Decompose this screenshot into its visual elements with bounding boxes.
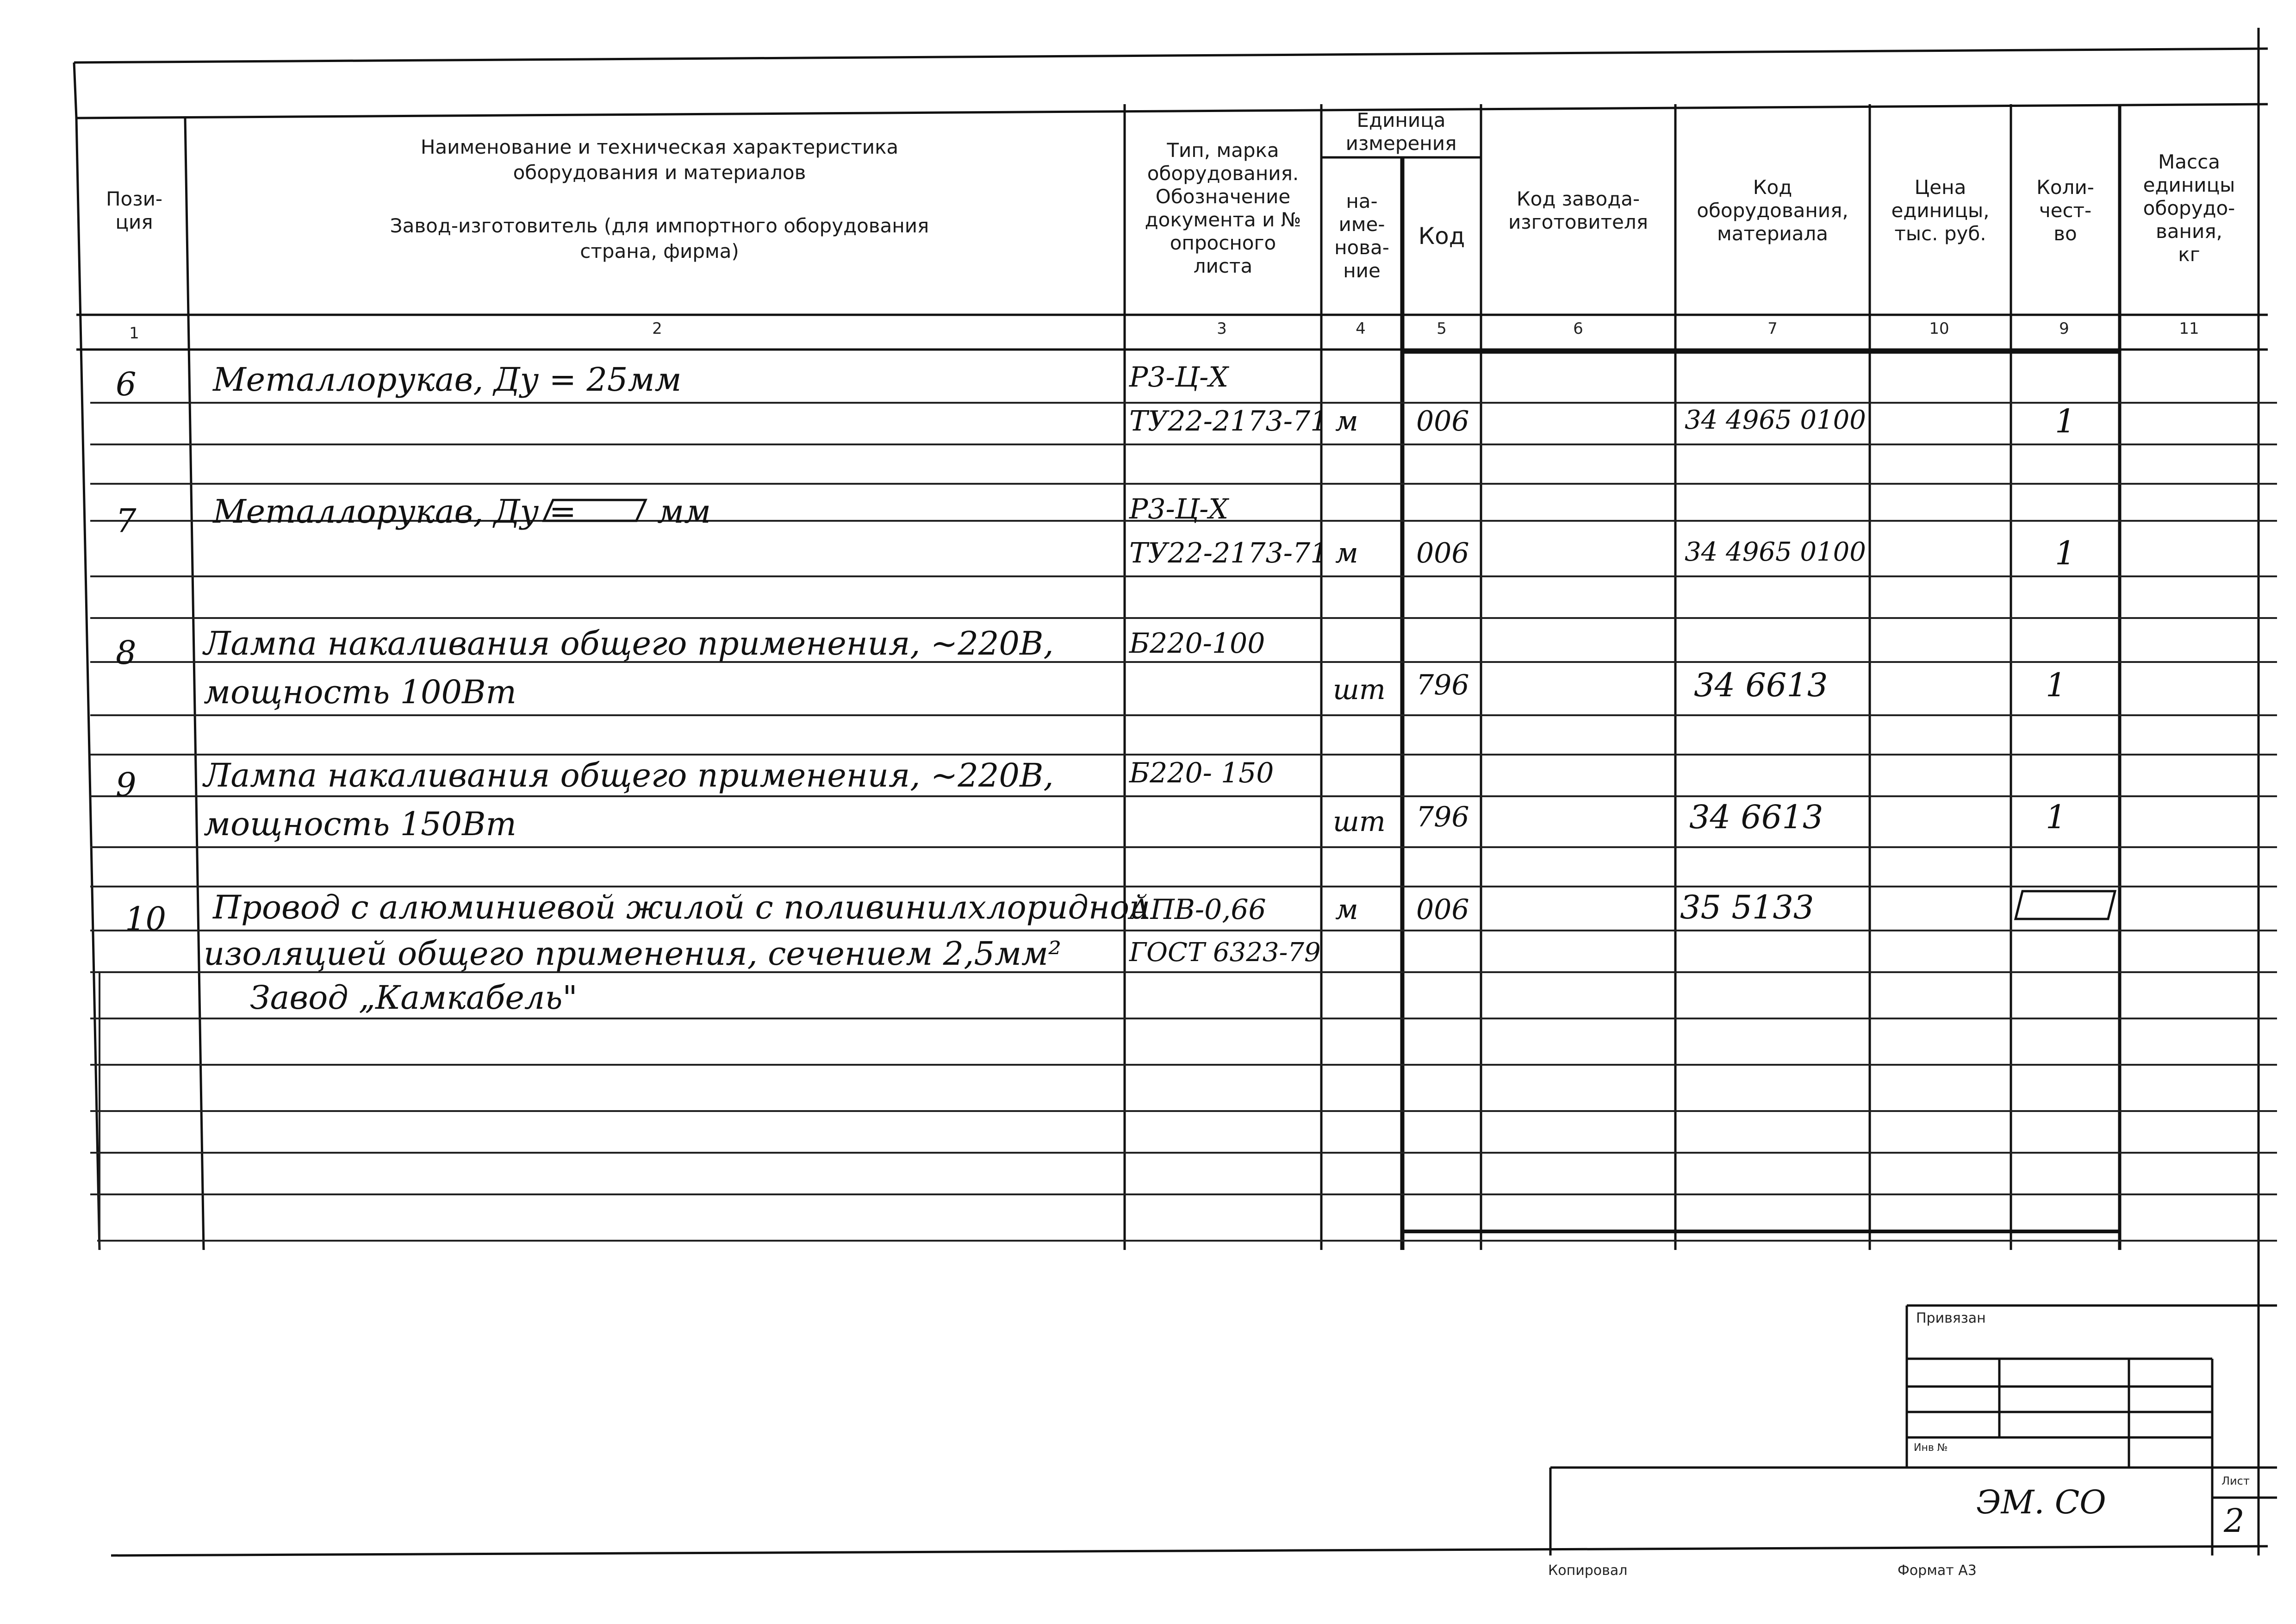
row10-mat-code: 35 5133 (1680, 888, 1814, 926)
footer-format: Формат А3 (1898, 1562, 1977, 1579)
row8-qty: 1 (2046, 666, 2066, 704)
row6-name: Металлорукав, Ду = 25мм (213, 361, 682, 399)
header-price: Цена единицы, тыс. руб. (1891, 176, 1990, 245)
row9-qty: 1 (2046, 798, 2066, 836)
row6-pos: 6 (116, 365, 137, 403)
header-position: Пози- ция (106, 187, 163, 233)
colnum-7: 7 (1767, 319, 1778, 338)
colnum-5: 5 (1437, 319, 1447, 338)
header-name-line3: Завод-изготовитель (для импортного оборудования (390, 214, 929, 237)
header-unit-name: на- име- нова- ние (1334, 190, 1389, 282)
row8-unit: шт (1333, 674, 1386, 706)
header-factory-code: Код завода- изготовителя (1508, 187, 1649, 233)
row10-type1: АПВ-0,66 (1129, 893, 1266, 926)
stamp-sheet-label: Лист (2221, 1474, 2250, 1487)
row7-code: 006 (1416, 537, 1469, 569)
row9-code: 796 (1416, 801, 1469, 833)
row7-name-suffix: мм (657, 493, 711, 531)
header-unit-group: Единица измерения (1345, 109, 1457, 155)
stamp-sheet-no: 2 (2224, 1502, 2245, 1540)
colnum-2: 2 (652, 319, 662, 338)
row9-type1: Б220- 150 (1129, 757, 1274, 789)
stamp-doc-code: ЭМ. СО (1976, 1483, 2106, 1521)
row10-name3: Завод „Камкабель" (250, 979, 578, 1017)
header-unit-code: Код (1418, 223, 1465, 250)
row7-type1: Р3-Ц-Х (1129, 493, 1229, 525)
header-type: Тип, марка оборудования. Обозначение документа и № опросного листа (1145, 139, 1301, 277)
row7-type2: ТУ22-2173-71 (1129, 537, 1328, 569)
row9-name2: мощность 150Вт (204, 805, 516, 843)
row7-mat-code: 34 4965 0100 (1685, 537, 1866, 567)
row9-mat-code: 34 6613 (1689, 798, 1823, 836)
footer-copied: Копировал (1548, 1562, 1628, 1579)
header-mass: Масса единицы оборудо- вания, кг (2143, 150, 2235, 266)
row7-pos: 7 (116, 502, 137, 540)
row10-pos: 10 (125, 900, 167, 938)
row7-qty: 1 (2055, 534, 2076, 572)
row9-unit: шт (1333, 806, 1386, 838)
row10-code: 006 (1416, 893, 1469, 926)
row6-type2: ТУ22-2173-71 (1129, 405, 1328, 437)
stamp-inv-no: Инв № (1914, 1442, 1948, 1454)
row6-code: 006 (1416, 405, 1469, 437)
header-name-line4: страна, фирма) (580, 239, 739, 262)
header-name-line1: Наименование и техническая характеристика (420, 135, 899, 158)
row6-mat-code: 34 4965 0100 (1685, 405, 1866, 435)
colnum-1: 1 (129, 324, 139, 343)
row8-name: Лампа накаливания общего применения, ~220В, (204, 625, 1054, 662)
row7-unit: м (1335, 537, 1358, 569)
row10-name2: изоляцией общего применения, сечением 2,5мм² (204, 935, 1062, 973)
row6-unit: м (1335, 405, 1358, 437)
colnum-9: 9 (2059, 319, 2069, 338)
row7-name: Металлорукав, Ду = (213, 493, 577, 531)
row8-code: 796 (1416, 669, 1469, 701)
row10-name: Провод с алюминиевой жилой с поливинилхлоридной (213, 888, 1151, 926)
colnum-6: 6 (1573, 319, 1583, 338)
colnum-4: 4 (1356, 319, 1366, 338)
stamp-privyazan: Привязан (1916, 1310, 1986, 1326)
colnum-10: 10 (1929, 319, 1949, 338)
colnum-3: 3 (1217, 319, 1227, 338)
row10-type2: ГОСТ 6323-79 (1129, 937, 1321, 968)
header-name-line2: оборудования и материалов (513, 161, 806, 184)
row9-name: Лампа накаливания общего применения, ~220В, (204, 756, 1054, 794)
header-material-code: Код оборудования, материала (1697, 176, 1848, 245)
row8-name2: мощность 100Вт (204, 673, 516, 711)
row6-qty: 1 (2055, 402, 2076, 440)
header-qty: Коли- чест- во (2036, 176, 2094, 245)
row9-pos: 9 (116, 766, 137, 804)
colnum-11: 11 (2179, 319, 2199, 338)
row8-mat-code: 34 6613 (1694, 666, 1828, 704)
row8-pos: 8 (116, 634, 137, 672)
row8-type1: Б220-100 (1129, 627, 1265, 660)
row6-type1: Р3-Ц-Х (1129, 361, 1229, 394)
row10-unit: м (1335, 893, 1358, 926)
